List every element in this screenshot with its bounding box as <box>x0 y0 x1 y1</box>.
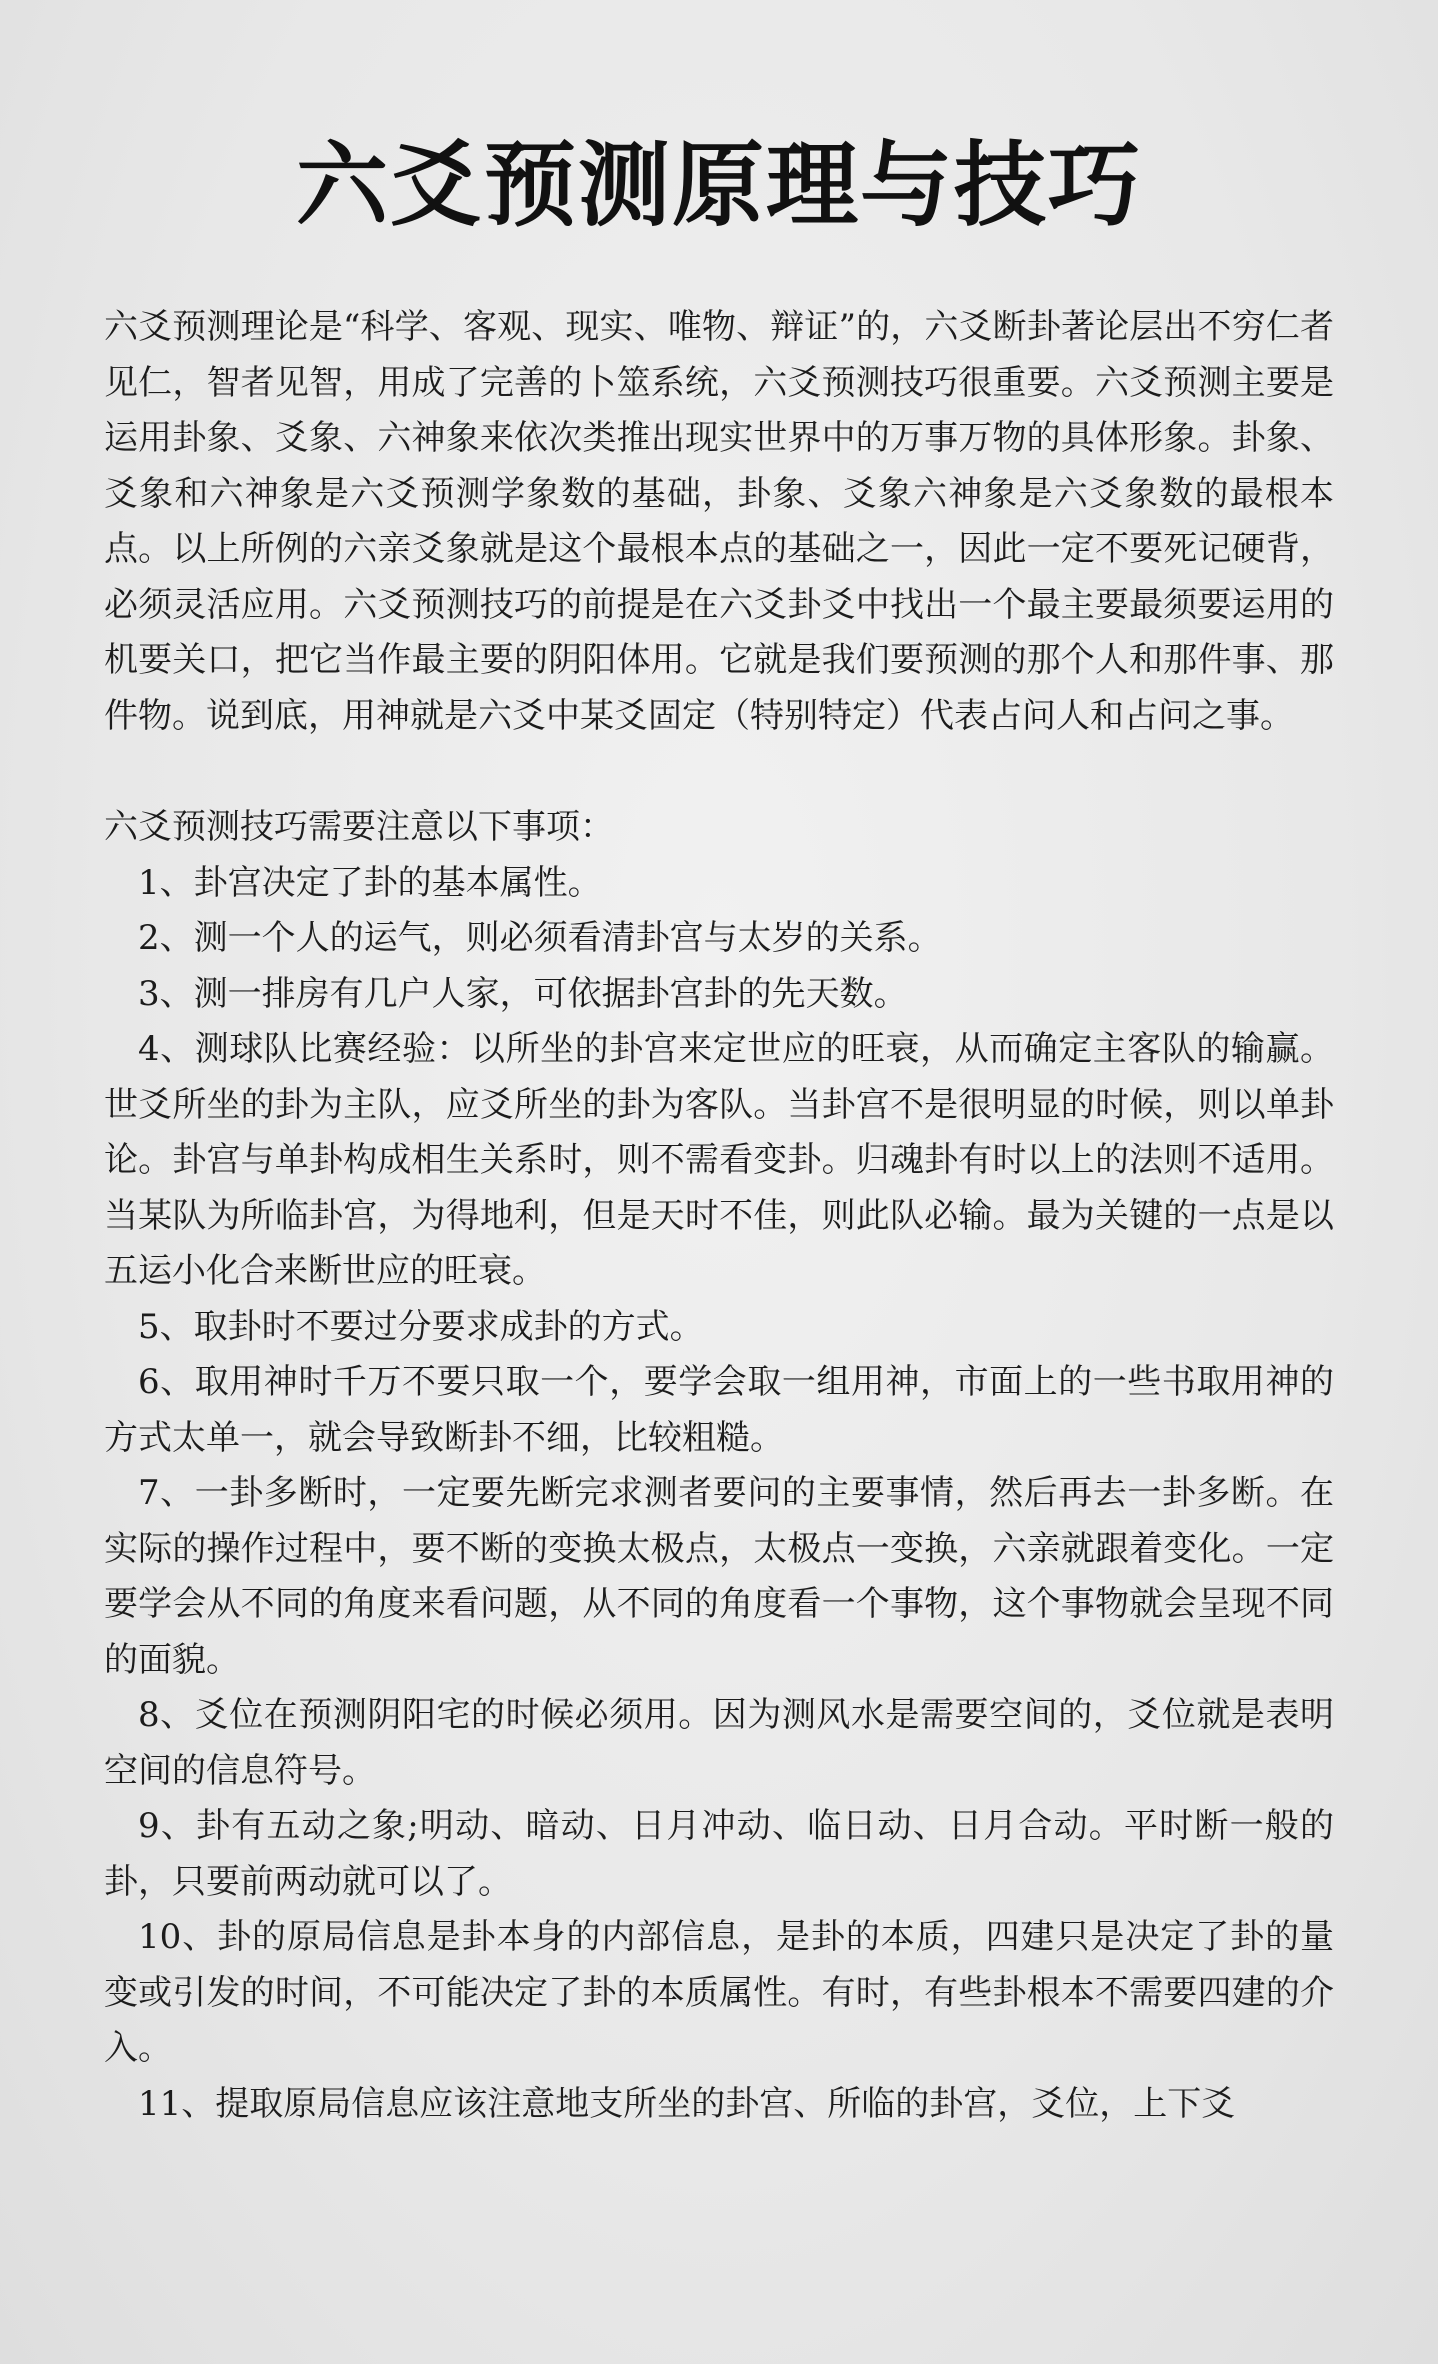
list-item: 1、卦宫决定了卦的基本属性。 <box>138 862 602 903</box>
list-item: 6、取用神时千万不要只取一个，要学会取一组用神，市面上的一些书取用神的方式太单一，就会导致断卦不细，比较粗糙。 <box>104 1362 1334 1458</box>
items-list <box>104 856 1334 2133</box>
list-item: 8、爻位在预测阴阳宅的时候必须用。因为测风水是需要空间的，爻位就是表明空间的信息符号。 <box>104 1695 1334 1791</box>
list-item: 7、一卦多断时，一定要先断完求测者要问的主要事情，然后再去一卦多断。在实际的操作过程中，要不断的变换太极点，太极点一变换，六亲就跟着变化。一定要学会从不同的角度来看问题，从不同的角度看一个事物，这个事物就会呈现不同的面貌。 <box>104 1473 1334 1680</box>
list-item: 9、卦有五动之象;明动、暗动、日月冲动、临日动、日月合动。平时断一般的卦，只要前两动就可以了。 <box>104 1806 1334 1902</box>
list-item: 4、测球队比赛经验：以所坐的卦宫来定世应的旺衰，从而确定主客队的输赢。世爻所坐的卦为主队，应爻所坐的卦为客队。当卦宫不是很明显的时候，则以单卦论。卦宫与单卦构成相生关系时，则不需看变卦。归魂卦有时以上的法则不适用。当某队为所临卦宫，为得地利，但是天时不佳，则此队必输。最为关键的一点是以五运小化合来断世应的旺衰。 <box>104 1029 1334 1291</box>
list-item: 11、提取原局信息应该注意地支所坐的卦宫、所临的卦宫，爻位，上下爻 <box>138 2083 1236 2124</box>
document-title: 六爻预测原理与技巧 <box>295 131 1142 239</box>
list-item: 5、取卦时不要过分要求成卦的方式。 <box>138 1306 704 1347</box>
list-item: 10、卦的原局信息是卦本身的内部信息，是卦的本质，四建只是决定了卦的量变或引发的时间，不可能决定了卦的本质属性。有时，有些卦根本不需要四建的介入。 <box>104 1917 1334 2068</box>
section-heading: 六爻预测技巧需要注意以下事项： <box>104 807 614 847</box>
intro-paragraph: 六爻预测理论是“科学、客观、现实、唯物、辩证”的，六爻断卦著论层出不穷仁者见仁，智者见智，用成了完善的卜筮系统，六爻预测技巧很重要。六爻预测主要是运用卦象、爻象、六神象来依次类推出现实世界中的万事万物的具体形象。卦象、爻象和六神象是六爻预测学象数的基础，卦象、爻象六神象是六爻象数的最根本点。以上所例的六亲爻象就是这个最根本点的基础之一，因此一定不要死记硬背，必须灵活应用。六爻预测技巧的前提是在六爻卦爻中找出一个最主要最须要运用的机要关口，把它当作最主要的阴阳体用。它就是我们要预测的那个人和那件事、那件物。说到底，用神就是六爻中某爻固定（特别特定）代表占问人和占问之事。 <box>104 307 1334 736</box>
list-item: 2、测一个人的运气，则必须看清卦宫与太岁的关系。 <box>138 918 942 958</box>
paragraph-gap <box>104 744 1334 800</box>
list-item: 3、测一排房有几户人家，可依据卦宫卦的先天数。 <box>138 973 908 1014</box>
